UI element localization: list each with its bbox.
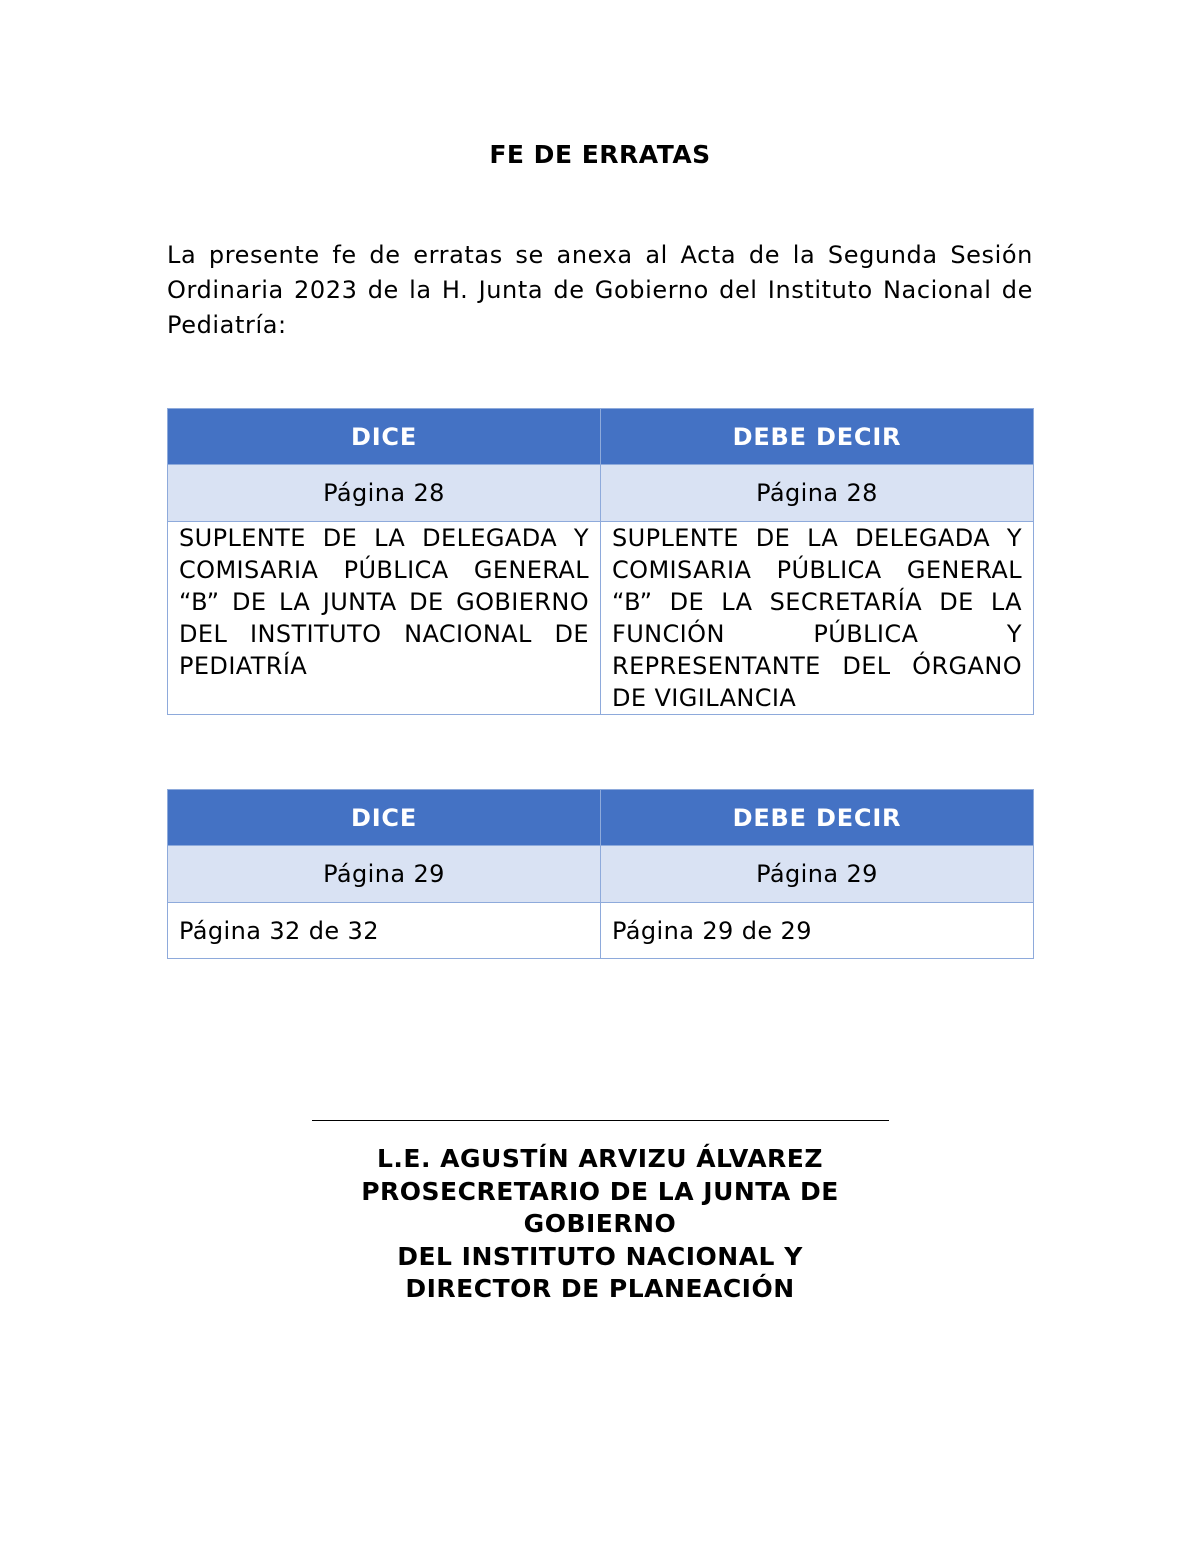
header-dice: DICE: [168, 409, 601, 465]
signatory-name: L.E. AGUSTÍN ARVIZU ÁLVAREZ: [376, 1144, 824, 1173]
table-header-row: [168, 409, 1034, 465]
header-debe-decir: DEBE DECIR: [601, 790, 1034, 846]
errata-table-1: [167, 408, 1034, 715]
table-page-row: [168, 846, 1034, 903]
signatory-title-line: GOBIERNO: [523, 1209, 677, 1238]
signatory-title-line: PROSECRETARIO DE LA JUNTA DE: [361, 1176, 839, 1206]
errata-table-2: [167, 789, 1034, 959]
header-dice: DICE: [168, 790, 601, 846]
signatory-title-line: DEL INSTITUTO NACIONAL Y: [397, 1241, 803, 1271]
table-row: [168, 522, 1034, 715]
intro-paragraph: La presente fe de erratas se anexa al Acta de la Segunda Sesión Ordinaria 2023 de la H. Junta de Gobierno del Instituto Nacional de Pediatría:: [167, 241, 1033, 339]
page-dice: Página 29: [168, 846, 601, 903]
text-dice: SUPLENTE DE LA DELEGADA Y COMISARIA PÚBLICA GENERAL “B” DE LA JUNTA DE GOBIERNO DEL INSTITUTO NACIONAL DE PEDIATRÍA: [168, 522, 601, 715]
table-page-row: [168, 465, 1034, 522]
signature-line: [312, 1120, 889, 1121]
text-debe-decir: Página 29 de 29: [601, 903, 1034, 959]
table-header-row: [168, 790, 1034, 846]
document-title: FE DE ERRATAS: [489, 140, 711, 169]
text-dice: Página 32 de 32: [168, 903, 601, 959]
table-row: [168, 903, 1034, 959]
signature-block: [0, 1143, 1200, 1306]
text-debe-decir: SUPLENTE DE LA DELEGADA Y COMISARIA PÚBLICA GENERAL “B” DE LA SECRETARÍA DE LA FUNCIÓN PÚBLICA Y REPRESENTANTE DEL ÓRGANO DE VIGILANCIA: [601, 522, 1034, 715]
page-dice: Página 28: [168, 465, 601, 522]
page-debe-decir: Página 29: [601, 846, 1034, 903]
page-debe-decir: Página 28: [601, 465, 1034, 522]
header-debe-decir: DEBE DECIR: [601, 409, 1034, 465]
signatory-title-line: DIRECTOR DE PLANEACIÓN: [405, 1274, 795, 1303]
